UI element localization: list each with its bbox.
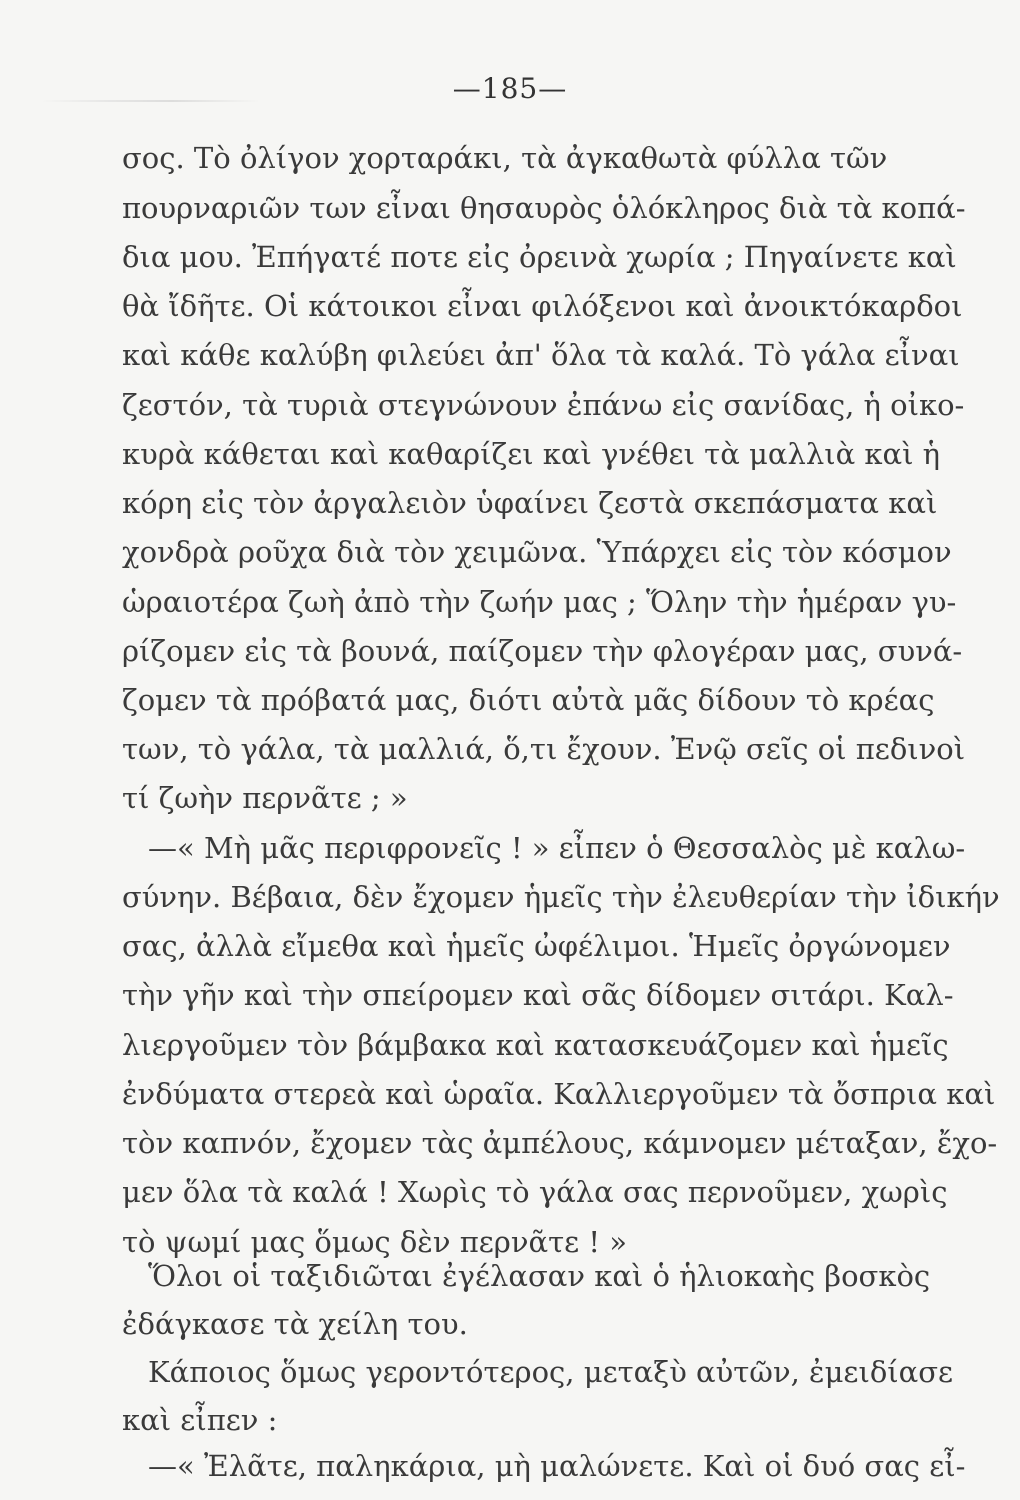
- text-line: ἐδάγκασε τὰ χείλη του.: [122, 1307, 468, 1341]
- text-line: δια μου. Ἐπήγατέ ποτε εἰς ὀρεινὰ χωρία ; Πηγαίνετε καὶ: [122, 240, 957, 274]
- text-line: —« Μὴ μᾶς περιφρονεῖς ! » εἶπεν ὁ Θεσσαλὸς μὲ καλω-: [148, 831, 966, 865]
- text-line: χονδρὰ ροῦχα διὰ τὸν χειμῶνα. Ὑπάρχει εἰς τὸν κόσμον: [122, 535, 952, 569]
- text-line: κόρη εἰς τὸν ἀργαλειὸν ὑφαίνει ζεστὰ σκεπάσματα καὶ: [122, 486, 938, 520]
- text-line: τὴν γῆν καὶ τὴν σπείρομεν καὶ σᾶς δίδομεν σιτάρι. Καλ-: [122, 978, 954, 1012]
- text-line: καὶ κάθε καλύβη φιλεύει ἀπ' ὅλα τὰ καλά. Τὸ γάλα εἶναι: [122, 338, 960, 372]
- text-line: τὸν καπνόν, ἔχομεν τὰς ἀμπέλους, κάμνομεν μέταξαν, ἔχο-: [122, 1126, 998, 1160]
- page-number: —185—: [452, 72, 568, 105]
- text-line: σος. Τὸ ὀλίγον χορταράκι, τὰ ἀγκαθωτὰ φύλλα τῶν: [122, 141, 888, 175]
- text-line: ζομεν τὰ πρόβατά μας, διότι αὐτὰ μᾶς δίδουν τὸ κρέας: [122, 683, 935, 717]
- text-line: ὡραιοτέρα ζωὴ ἀπὸ τὴν ζωήν μας ; Ὅλην τὴν ἡμέραν γυ-: [122, 585, 957, 619]
- text-line: ζεστόν, τὰ τυριὰ στεγνώνουν ἐπάνω εἰς σανίδας, ἡ οἰκο-: [122, 388, 965, 422]
- text-line: ρίζομεν εἰς τὰ βουνά, παίζομεν τὴν φλογέραν μας, συνά-: [122, 634, 963, 668]
- text-line: θὰ ἴδῆτε. Οἱ κάτοικοι εἶναι φιλόξενοι καὶ ἀνοικτόκαρδοι: [122, 289, 963, 323]
- text-line: ἐνδύματα στερεὰ καὶ ὡραῖα. Καλλιεργοῦμεν τὰ ὄσπρια καὶ: [122, 1077, 996, 1111]
- text-line: κυρὰ κάθεται καὶ καθαρίζει καὶ γνέθει τὰ μαλλιὰ καὶ ἡ: [122, 437, 941, 471]
- text-line: Ὅλοι οἱ ταξιδιῶται ἐγέλασαν καὶ ὁ ἡλιοκαὴς βοσκὸς: [148, 1259, 931, 1293]
- text-line: σύνην. Βέβαια, δὲν ἔχομεν ἡμεῖς τὴν ἐλευθερίαν τὴν ἰδικήν: [122, 880, 1000, 914]
- text-line: —« Ἐλᾶτε, παληκάρια, μὴ μαλώνετε. Καὶ οἱ δυό σας εἶ-: [148, 1449, 966, 1483]
- text-line: πουρναριῶν των εἶναι θησαυρὸς ὁλόκληρος διὰ τὰ κοπά-: [122, 191, 966, 225]
- text-line: των, τὸ γάλα, τὰ μαλλιά, ὅ,τι ἔχουν. Ἐνῷ σεῖς οἱ πεδινοὶ: [122, 732, 966, 766]
- text-line: σας, ἀλλὰ εἴμεθα καὶ ἡμεῖς ὠφέλιμοι. Ἡμεῖς ὀργώνομεν: [122, 929, 951, 963]
- text-line: Κάποιος ὅμως γεροντότερος, μεταξὺ αὐτῶν, ἐμειδίασε: [148, 1355, 954, 1389]
- text-line: λιεργοῦμεν τὸν βάμβακα καὶ κατασκευάζομεν καὶ ἡμεῖς: [122, 1028, 949, 1062]
- text-line: τὸ ψωμί μας ὅμως δὲν περνᾶτε ! »: [122, 1225, 627, 1259]
- text-line: καὶ εἶπεν :: [122, 1403, 278, 1437]
- text-line: μεν ὅλα τὰ καλά ! Χωρὶς τὸ γάλα σας περνοῦμεν, χωρὶς: [122, 1175, 948, 1209]
- text-line: τί ζωὴν περνᾶτε ; »: [122, 781, 408, 815]
